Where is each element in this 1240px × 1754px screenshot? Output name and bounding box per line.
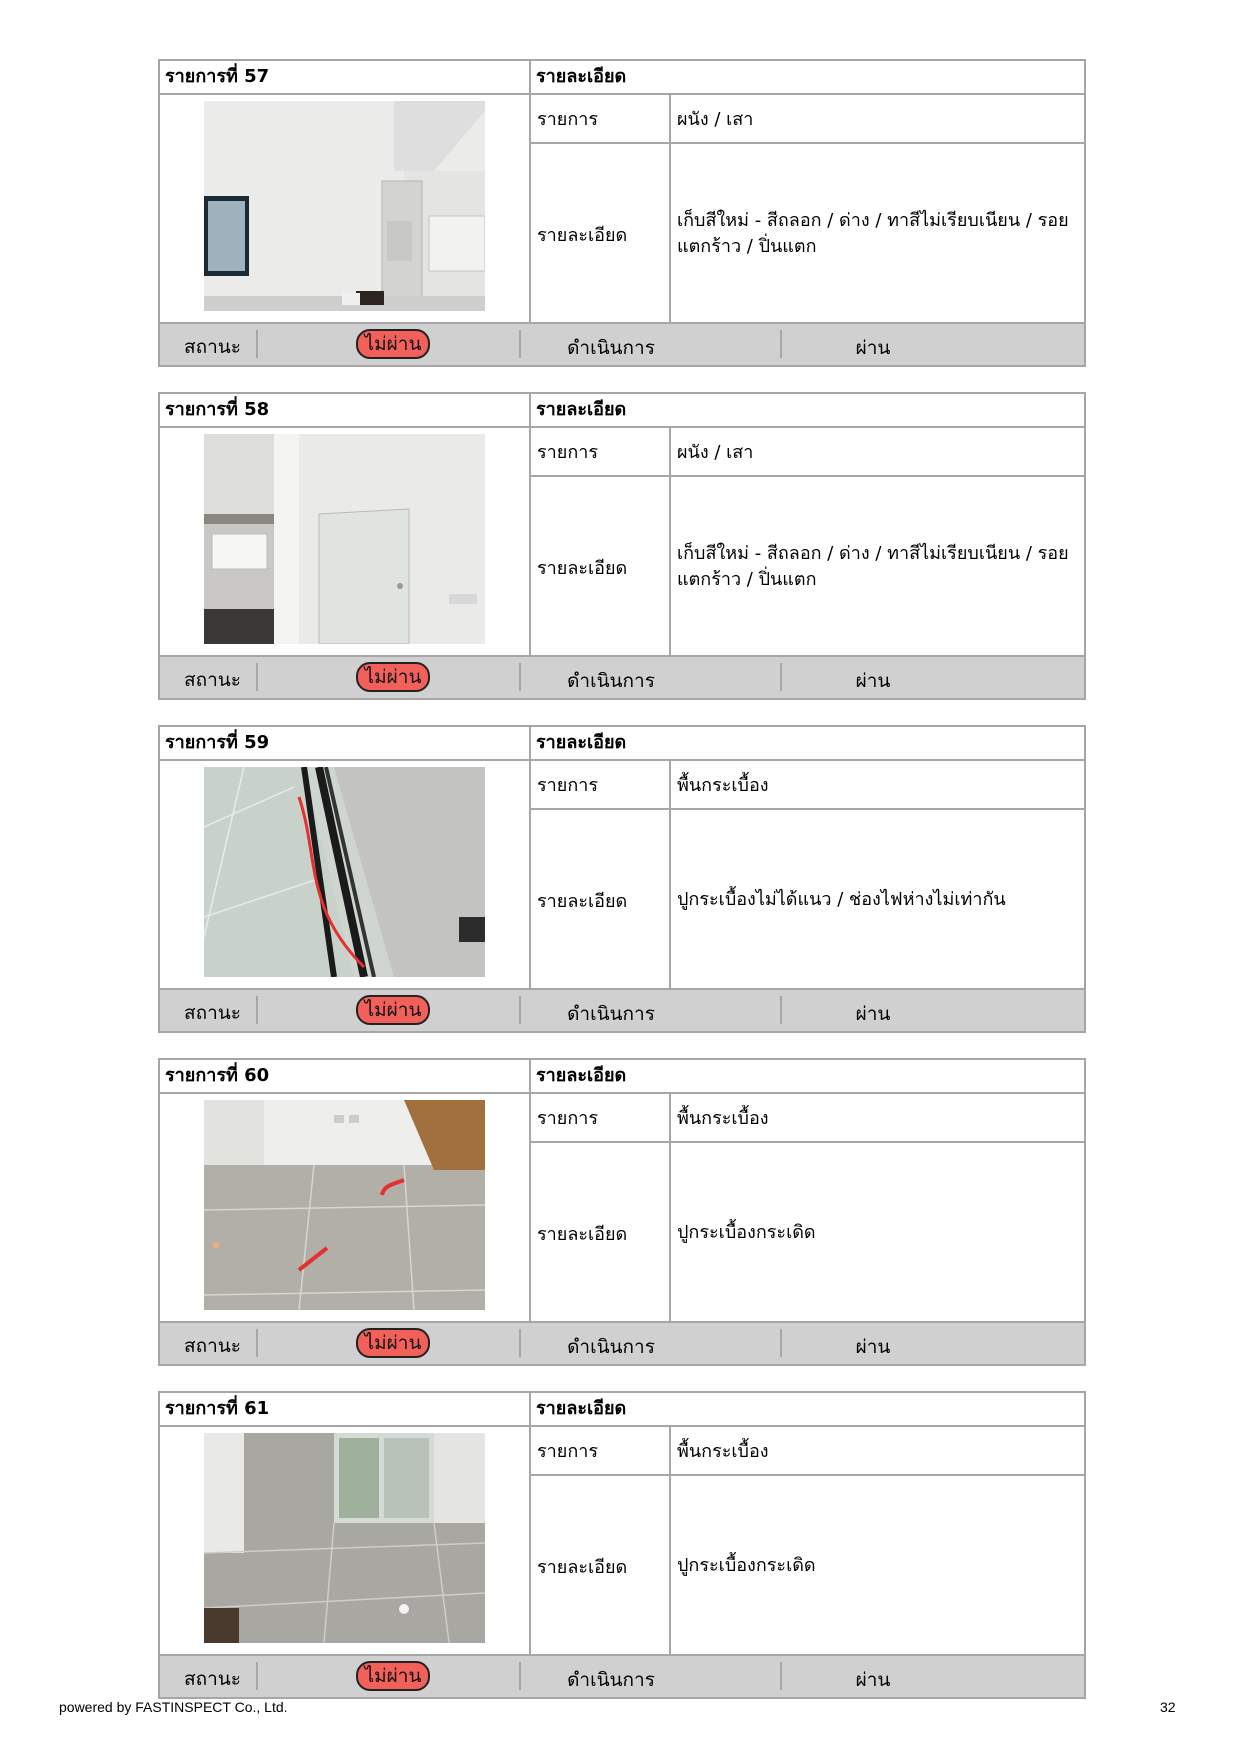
- detail-label: รายละเอียด: [531, 810, 671, 990]
- inspection-card-58: [158, 392, 1086, 700]
- divider: [256, 1662, 258, 1690]
- in-progress-status[interactable]: ดำเนินการ: [567, 1669, 655, 1691]
- detail-header: รายละเอียด: [531, 61, 1084, 95]
- status-bar: [160, 1654, 1084, 1697]
- inspection-card-57: [158, 59, 1086, 367]
- status-label: สถานะ: [184, 336, 241, 358]
- status-label: สถานะ: [184, 1668, 241, 1690]
- item-label: รายการ: [531, 761, 671, 810]
- inspection-photo[interactable]: [204, 434, 485, 644]
- item-value: พื้นกระเบื้อง: [671, 1094, 1084, 1143]
- detail-header: รายละเอียด: [531, 1393, 1084, 1427]
- divider: [256, 330, 258, 358]
- detail-value: ปูกระเบื้องกระเดิด: [677, 1222, 816, 1243]
- detail-label: รายละเอียด: [531, 1143, 671, 1323]
- item-label: รายการ: [531, 95, 671, 144]
- fail-status-badge[interactable]: ไม่ผ่าน: [356, 1328, 430, 1358]
- item-title: รายการที่ 59: [160, 727, 531, 761]
- detail-value: เก็บสีใหม่ - สีถลอก / ด่าง / ทาสีไม่เรียบเนียน / รอยแตกร้าว / ปิ่นแตก: [677, 210, 1069, 257]
- status-bar: [160, 1321, 1084, 1364]
- photo-cell: [160, 428, 531, 657]
- detail-header: รายละเอียด: [531, 1060, 1084, 1094]
- status-label: สถานะ: [184, 1002, 241, 1024]
- item-label: รายการ: [531, 428, 671, 477]
- inspection-photo[interactable]: [204, 767, 485, 977]
- fail-status-badge[interactable]: ไม่ผ่าน: [356, 662, 430, 692]
- item-value: พื้นกระเบื้อง: [671, 761, 1084, 810]
- in-progress-status[interactable]: ดำเนินการ: [567, 1336, 655, 1358]
- in-progress-status[interactable]: ดำเนินการ: [567, 670, 655, 692]
- item-value: ผนัง / เสา: [671, 428, 1084, 477]
- item-value: ผนัง / เสา: [671, 95, 1084, 144]
- photo-cell: [160, 1427, 531, 1656]
- inspection-photo[interactable]: [204, 1433, 485, 1643]
- status-bar: [160, 322, 1084, 365]
- page-number: 32: [1160, 1699, 1176, 1715]
- in-progress-status[interactable]: ดำเนินการ: [567, 337, 655, 359]
- detail-label: รายละเอียด: [531, 144, 671, 324]
- pass-status[interactable]: ผ่าน: [855, 1336, 891, 1358]
- detail-header: รายละเอียด: [531, 394, 1084, 428]
- fail-status-badge[interactable]: ไม่ผ่าน: [356, 329, 430, 359]
- inspection-card-59: [158, 725, 1086, 1033]
- detail-label: รายละเอียด: [531, 477, 671, 657]
- divider: [256, 663, 258, 691]
- inspection-card-61: [158, 1391, 1086, 1699]
- detail-label: รายละเอียด: [531, 1476, 671, 1656]
- pass-status[interactable]: ผ่าน: [855, 337, 891, 359]
- inspection-photo[interactable]: [204, 1100, 485, 1310]
- photo-cell: [160, 1094, 531, 1323]
- detail-value: ปูกระเบื้องไม่ได้แนว / ช่องไฟห่างไม่เท่ากัน: [677, 889, 1006, 910]
- divider: [256, 1329, 258, 1357]
- in-progress-status[interactable]: ดำเนินการ: [567, 1003, 655, 1025]
- pass-status[interactable]: ผ่าน: [855, 670, 891, 692]
- item-value: พื้นกระเบื้อง: [671, 1427, 1084, 1476]
- item-title: รายการที่ 61: [160, 1393, 531, 1427]
- status-label: สถานะ: [184, 669, 241, 691]
- photo-cell: [160, 95, 531, 324]
- detail-header: รายละเอียด: [531, 727, 1084, 761]
- status-label: สถานะ: [184, 1335, 241, 1357]
- detail-value: เก็บสีใหม่ - สีถลอก / ด่าง / ทาสีไม่เรียบเนียน / รอยแตกร้าว / ปิ่นแตก: [677, 543, 1069, 590]
- item-label: รายการ: [531, 1094, 671, 1143]
- item-title: รายการที่ 60: [160, 1060, 531, 1094]
- divider: [256, 996, 258, 1024]
- inspection-photo[interactable]: [204, 101, 485, 311]
- fail-status-badge[interactable]: ไม่ผ่าน: [356, 1661, 430, 1691]
- item-title: รายการที่ 57: [160, 61, 531, 95]
- pass-status[interactable]: ผ่าน: [855, 1003, 891, 1025]
- footer-powered-by: powered by FASTINSPECT Co., Ltd.: [59, 1699, 288, 1715]
- photo-cell: [160, 761, 531, 990]
- item-title: รายการที่ 58: [160, 394, 531, 428]
- pass-status[interactable]: ผ่าน: [855, 1669, 891, 1691]
- status-bar: [160, 655, 1084, 698]
- item-label: รายการ: [531, 1427, 671, 1476]
- inspection-card-60: [158, 1058, 1086, 1366]
- status-bar: [160, 988, 1084, 1031]
- fail-status-badge[interactable]: ไม่ผ่าน: [356, 995, 430, 1025]
- detail-value: ปูกระเบื้องกระเดิด: [677, 1555, 816, 1576]
